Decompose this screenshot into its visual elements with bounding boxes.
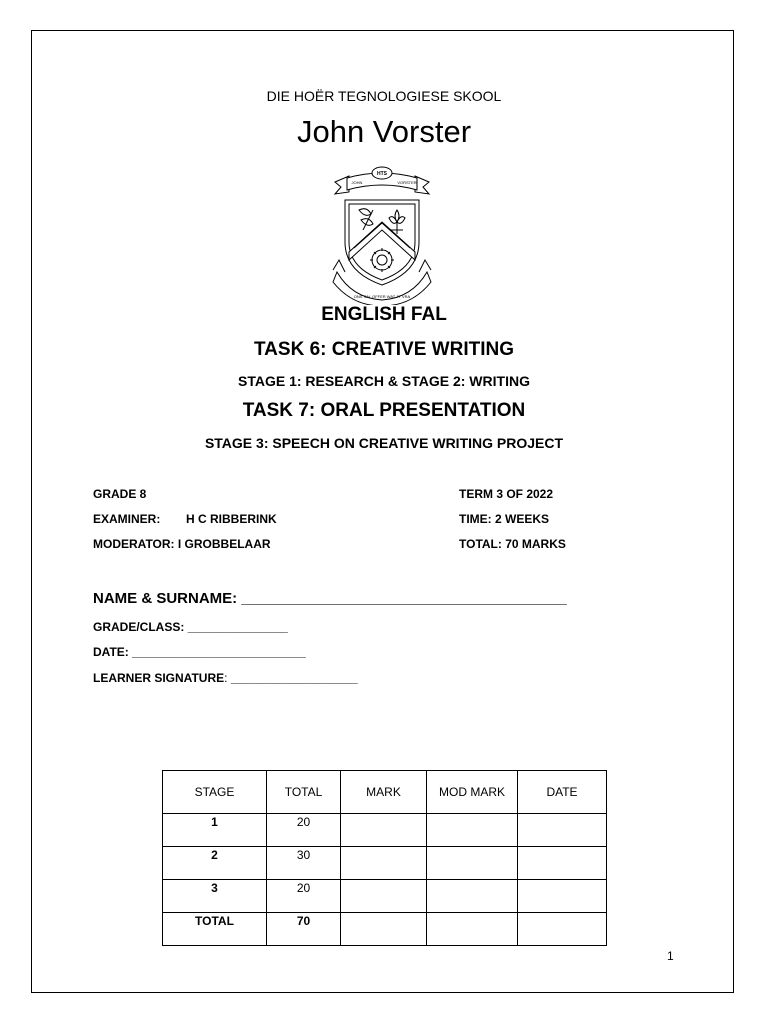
- date-cell[interactable]: [518, 847, 607, 880]
- header-mark: MARK: [341, 771, 427, 814]
- total-cell: 20: [267, 880, 341, 913]
- moderator-info: MODERATOR: I GROBBELAAR: [93, 537, 271, 551]
- examiner-label: EXAMINER:: [93, 512, 161, 526]
- stage3-subtitle: STAGE 3: SPEECH ON CREATIVE WRITING PROJECT: [204, 435, 564, 451]
- name-surname-field[interactable]: [93, 590, 567, 607]
- stage-cell: 3: [163, 880, 267, 913]
- learner-signature-field[interactable]: [93, 671, 358, 685]
- learner-signature-colon: :: [224, 671, 228, 685]
- crest-banner-right: VORSTER: [397, 180, 417, 185]
- header-mod-mark: MOD MARK: [427, 771, 518, 814]
- date-label: DATE:: [93, 645, 129, 659]
- mod-mark-cell[interactable]: [427, 814, 518, 847]
- total-cell: 20: [267, 814, 341, 847]
- date-cell[interactable]: [518, 880, 607, 913]
- grade-info: GRADE 8: [93, 487, 147, 501]
- page-number: 1: [667, 949, 674, 963]
- header-stage: STAGE: [163, 771, 267, 814]
- name-surname-blank[interactable]: _______________________________________: [241, 590, 567, 607]
- term-info: TERM 3 OF 2022: [459, 487, 554, 501]
- task6-title: TASK 6: CREATIVE WRITING: [253, 339, 515, 360]
- learner-signature-blank[interactable]: ___________________: [230, 671, 358, 685]
- total-marks-info: TOTAL: 70 MARKS: [459, 537, 566, 551]
- total-cell: 30: [267, 847, 341, 880]
- mark-cell[interactable]: [341, 880, 427, 913]
- crest-motto: ONS SAL OFFER WAT JY VRA: [353, 294, 411, 299]
- grade-class-field[interactable]: [93, 620, 288, 634]
- total-cell: 70: [267, 913, 341, 946]
- school-crest: [327, 160, 437, 305]
- stage-cell: TOTAL: [163, 913, 267, 946]
- mark-cell[interactable]: [341, 814, 427, 847]
- date-field[interactable]: [93, 645, 306, 659]
- grade-class-blank[interactable]: _______________: [187, 620, 288, 634]
- date-cell[interactable]: [518, 814, 607, 847]
- table-row: [163, 913, 607, 946]
- header-total: TOTAL: [267, 771, 341, 814]
- crest-banner-center: HTS: [377, 171, 387, 177]
- grade-class-label: GRADE/CLASS:: [93, 620, 185, 634]
- subject-title: ENGLISH FAL: [321, 304, 447, 325]
- table-row: [163, 814, 607, 847]
- school-name: DIE HOËR TEGNOLOGIESE SKOOL: [266, 88, 502, 104]
- table-row: [163, 880, 607, 913]
- stage12-subtitle: STAGE 1: RESEARCH & STAGE 2: WRITING: [238, 373, 530, 389]
- crest-banner-left: JOHN: [351, 180, 363, 185]
- learner-signature-label: LEARNER SIGNATURE: [93, 671, 225, 685]
- date-cell[interactable]: [518, 913, 607, 946]
- mark-cell[interactable]: [341, 913, 427, 946]
- school-title: John Vorster: [296, 114, 472, 149]
- mod-mark-cell[interactable]: [427, 913, 518, 946]
- task7-title: TASK 7: ORAL PRESENTATION: [242, 400, 526, 421]
- examiner-name: H C RIBBERINK: [186, 512, 277, 526]
- header-date: DATE: [518, 771, 607, 814]
- table-header-row: [163, 771, 607, 814]
- mark-cell[interactable]: [341, 847, 427, 880]
- date-blank[interactable]: __________________________: [132, 645, 306, 659]
- marks-table: [162, 770, 607, 946]
- time-info: TIME: 2 WEEKS: [459, 512, 550, 526]
- stage-cell: 2: [163, 847, 267, 880]
- mod-mark-cell[interactable]: [427, 880, 518, 913]
- stage-cell: 1: [163, 814, 267, 847]
- mod-mark-cell[interactable]: [427, 847, 518, 880]
- name-surname-label: NAME & SURNAME:: [93, 590, 238, 607]
- table-row: [163, 847, 607, 880]
